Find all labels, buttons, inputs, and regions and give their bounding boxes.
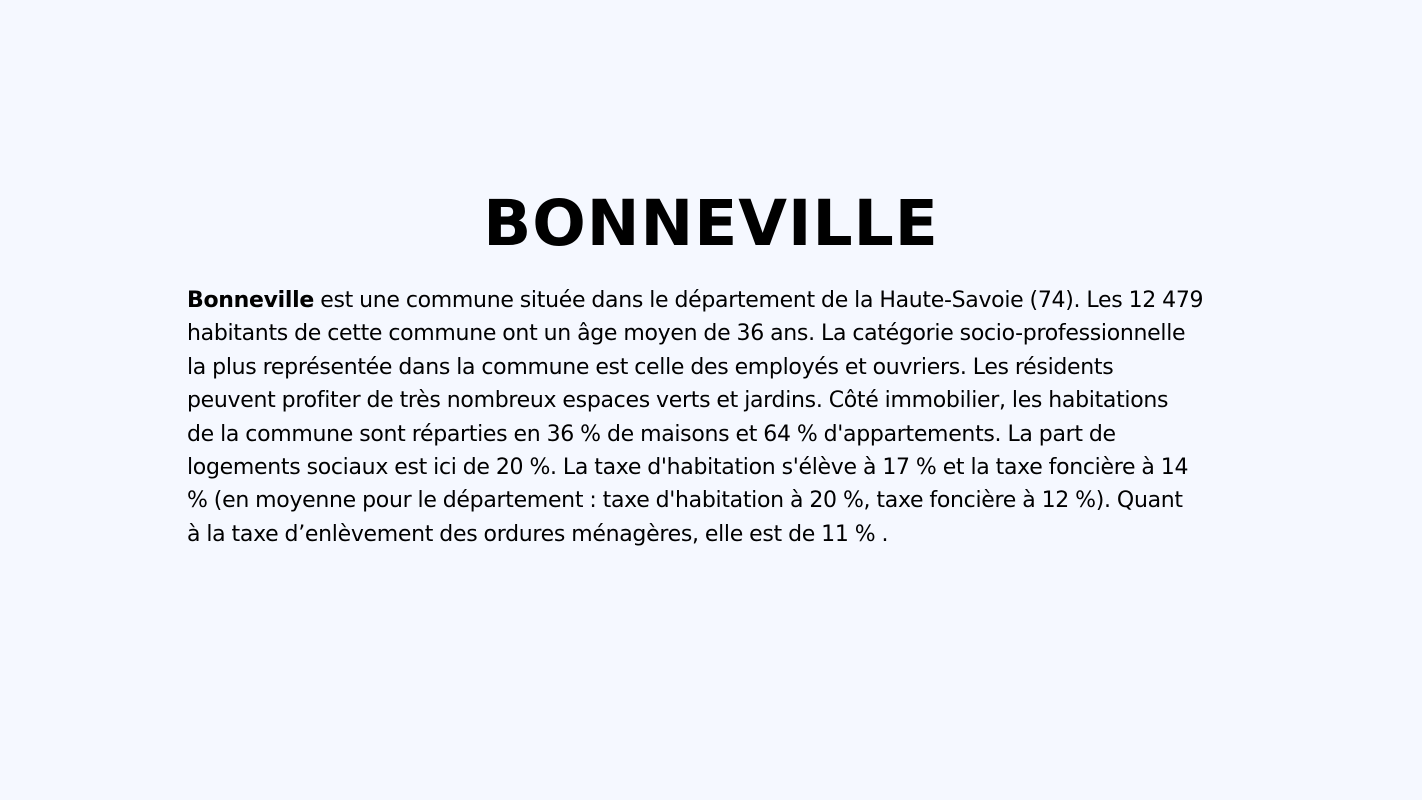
description-line-3: la plus représentée dans la commune est celle des employés et ouvriers. Les résidents <box>187 354 1114 380</box>
description-line-8: à la taxe d’enlèvement des ordures ménagères, elle est de 11 % . <box>187 521 889 547</box>
description-line-2: habitants de cette commune ont un âge moyen de 36 ans. La catégorie socio-professionnelle <box>187 321 1186 347</box>
description-line-5: de la commune sont réparties en 36 % de maisons et 64 % d'appartements. La part de <box>187 421 1116 447</box>
description-line-4: peuvent profiter de très nombreux espaces verts et jardins. Côté immobilier, les habitations <box>187 388 1169 414</box>
commune-name: Bonneville <box>187 288 315 313</box>
description-line-6: logements sociaux est ici de 20 %. La taxe d'habitation s'élève à 17 % et la taxe foncière à 14 <box>187 455 1189 481</box>
page-title: BONNEVILLE <box>483 187 939 260</box>
description-line-1-text: est une commune située dans le département de la Haute-Savoie (74). Les 12 479 <box>314 288 1204 313</box>
commune-description <box>187 284 1249 551</box>
description-line-1 <box>187 284 1249 317</box>
description-line-7: % (en moyenne pour le département : taxe d'habitation à 20 %, taxe foncière à 12 %). Quant <box>187 488 1183 514</box>
